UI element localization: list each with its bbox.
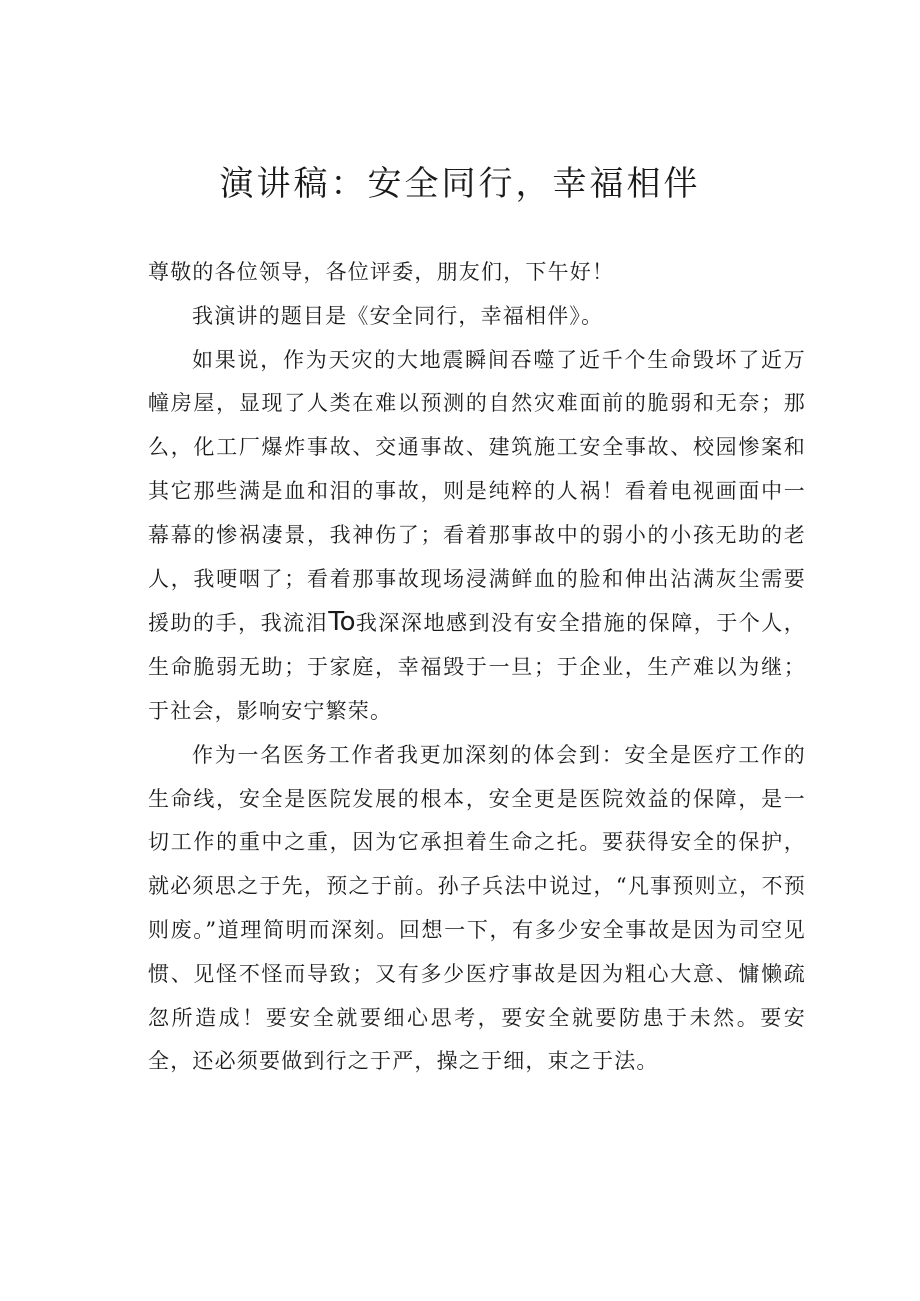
disaster-paragraph-part1: 如果说，作为天灾的大地震瞬间吞噬了近千个生命毁坏了近万幢房屋，显现了人类在难以预测的自然灾难面前的脆弱和无奈；那么，化工厂爆炸事故、交通事故、建筑施工安全事故、校园惨案和其它那些满是血和泪的事故，则是纯粹的人祸！看着电视画面中一幕幕的惨祸凄景，我神伤了；看着那事故中的弱小的小孩无助的老人，我哽咽了；看着那事故现场浸满鲜血的脸和伸出沾满灰尘需要援助的手，我流泪 xyxy=(148,347,806,636)
disaster-paragraph xyxy=(148,339,806,734)
topic-paragraph: 我演讲的题目是《安全同行，幸福相伴》。 xyxy=(192,303,604,328)
ocr-artifact-token: To xyxy=(328,607,356,638)
disaster-paragraph-part2: 我深深地感到没有安全措施的保障，于个人，生命脆弱无助；于家庭，幸福毁于一旦；于企业，生产难以为继；于社会，影响安宁繁荣。 xyxy=(148,611,807,723)
document-body xyxy=(148,251,806,1084)
greeting-paragraph: 尊敬的各位领导，各位评委，朋友们，下午好！ xyxy=(148,260,615,284)
medical-paragraph: 作为一名医务工作者我更加深刻的体会到：安全是医疗工作的生命线，安全是医院发展的根本，安全更是医院效益的保障，是一切工作的重中之重，因为它承担着生命之托。要获得安全的保护，就必须思之于先，预之于前。孙子兵法中说过，“凡事预则立，不预则废。”道理简明而深刻。回想一下，有多少安全事故是因为司空见惯、见怪不怪而导致；又有多少医疗事故是因为粗心大意、慵懒疏忽所造成！要安全就要细心思考，要安全就要防患于未然。要安全，还必须要做到行之于严，操之于细，束之于法。 xyxy=(148,742,806,1074)
document-title: 演讲稿：安全同行，幸福相伴 xyxy=(219,164,701,204)
